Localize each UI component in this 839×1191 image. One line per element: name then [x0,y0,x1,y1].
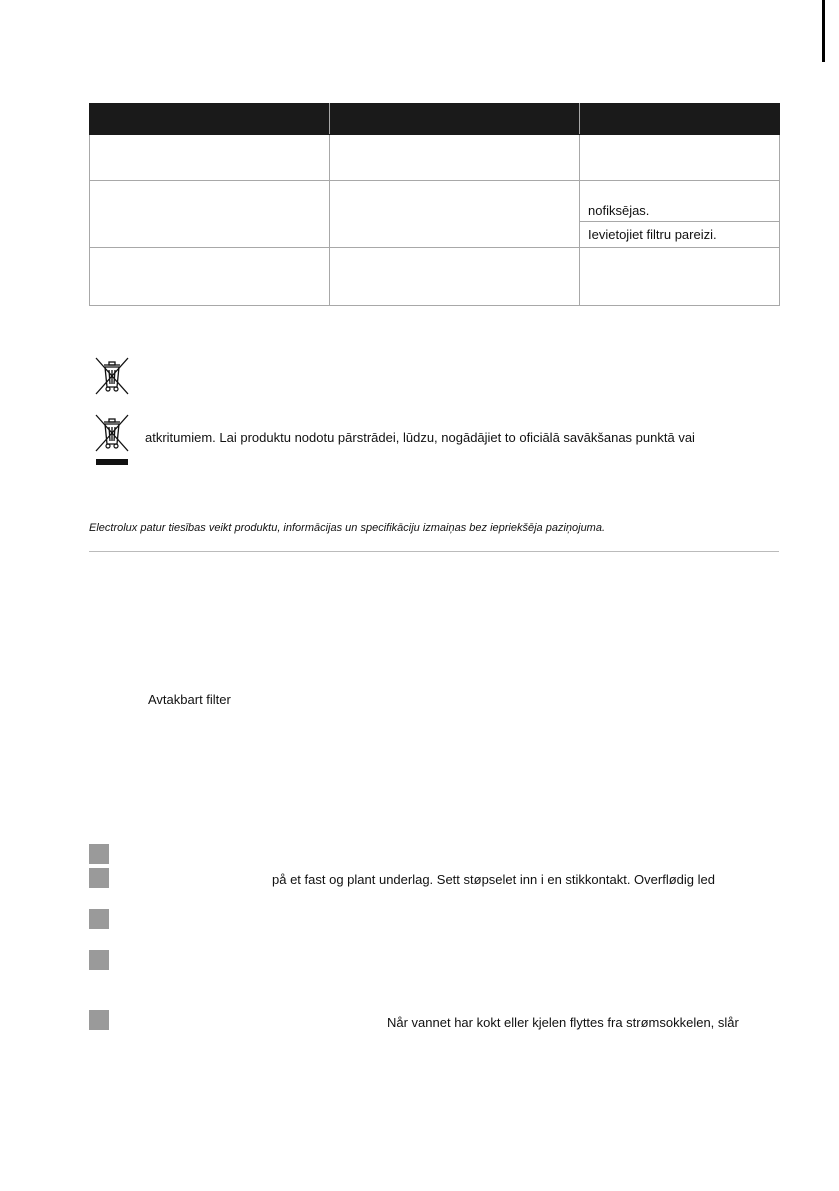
filter-label: Avtakbart filter [148,692,231,707]
table-cell [330,248,580,306]
weee-text: atkritumiem. Lai produktu nodotu pārstrādei, lūdzu, nogādājiet to oficiālā savākšanas punktā vai [145,430,695,445]
crossed-bin-icon [92,413,132,467]
step-marker [89,844,109,864]
table-cell [90,135,330,181]
table-row [90,248,780,306]
cell-text: Ievietojiet filtru pareizi. [588,227,717,242]
table-cell [580,248,780,306]
table-cell [580,135,780,181]
table-row [90,135,780,181]
table-cell [330,135,580,181]
table-cell [330,181,580,248]
table-cell [580,181,780,248]
step-text: Når vannet har kokt eller kjelen flyttes fra strømsokkelen, slår [387,1015,739,1030]
step-marker [89,909,109,929]
table-cell [90,248,330,306]
step-text: på et fast og plant underlag. Sett støpselet inn i en stikkontakt. Overflødig led [272,872,715,887]
step-marker [89,950,109,970]
cell-divider [580,221,779,222]
divider [89,551,779,552]
table-cell [90,181,330,248]
table-header-cell [330,104,580,135]
table-header-cell [90,104,330,135]
table-header-row [90,104,780,135]
table-row [90,181,780,248]
table-header-cell [580,104,780,135]
disclaimer: Electrolux patur tiesības veikt produktu, informācijas un specifikāciju izmaiņas bez iepriekšēja paziņojuma. [89,522,606,534]
step-marker [89,868,109,888]
cell-text: nofiksējas. [588,203,650,218]
crossed-bin-icon [92,356,132,396]
page-edge-bar [822,0,825,62]
troubleshooting-table [89,103,780,306]
step-marker [89,1010,109,1030]
